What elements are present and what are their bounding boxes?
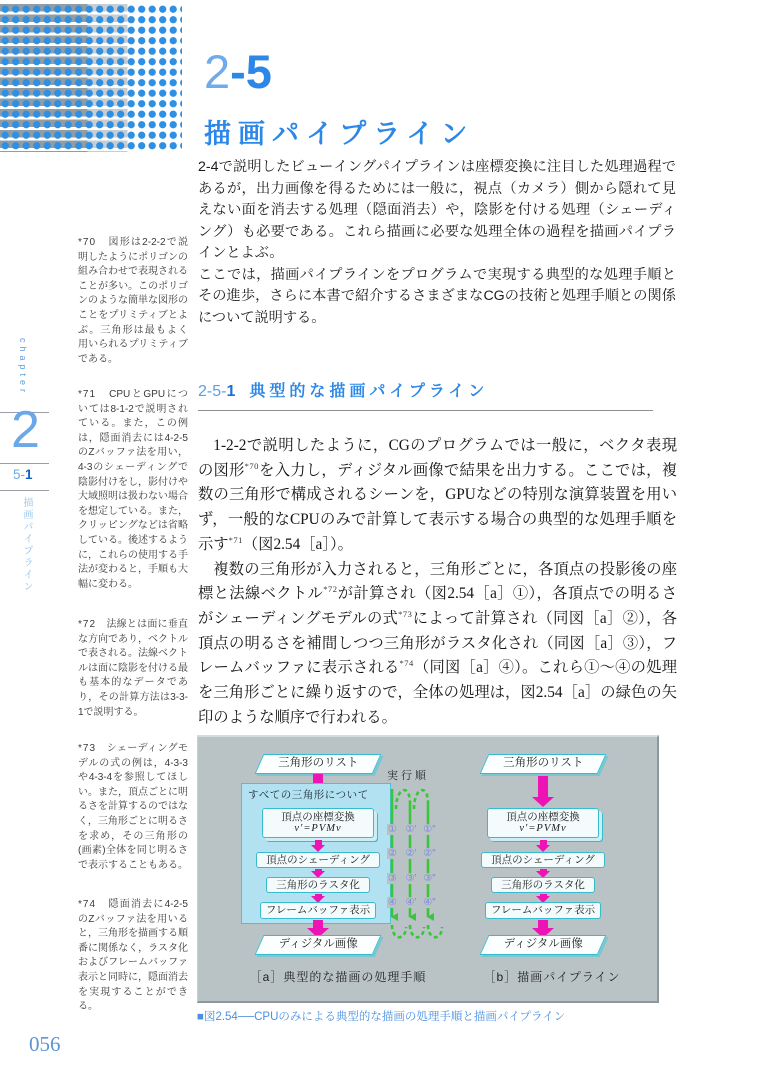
figure-2-54 bbox=[197, 735, 659, 1003]
body-text: を入力し，ディジタル画像で結果を出力する。ここでは，複数の三角形で構成されるシーンを，GPUなどの特別な演算装置を用いず，一般的なCPUのみで計算して表示する場合の典型的な処理手順を示す bbox=[198, 461, 677, 553]
body-paragraph-2 bbox=[198, 558, 677, 731]
nav-divider bbox=[0, 463, 49, 464]
section-number-tab bbox=[13, 467, 33, 482]
order-mark: ② bbox=[387, 848, 397, 860]
figure-label-b: ［b］描画パイプライン bbox=[483, 970, 621, 984]
body-text: （同図［a］④）。これら①〜④の処理を三角形ごとに繰り返すので，全体の処理は，図2.54［a］の緑色の矢印のような順序で行われる。 bbox=[198, 659, 678, 726]
margin-note-74 bbox=[78, 898, 188, 1015]
note-text: 法線とは面に垂直な方向であり，ベクトルで表される。法線ベクトルは面に陰影を付ける最も基本的なデータであり，その計算方法は3-3-1で説明する。 bbox=[78, 619, 188, 718]
body-text: 複数の三角形が入力されると，三角形ごとに，各頂点の投影後の座標と法線ベクトル bbox=[198, 560, 677, 603]
order-mark: ②′ bbox=[405, 848, 417, 860]
flow-node-label: 三角形のリスト bbox=[503, 757, 584, 769]
flowchart-a-step-raster: 三角形のラスタ化 bbox=[266, 877, 370, 893]
chapter-word-vertical: chapter bbox=[18, 338, 28, 397]
order-mark: ③″ bbox=[423, 872, 436, 884]
body-text: （図2.54［a］）。 bbox=[242, 535, 353, 553]
flow-arrow-down-icon bbox=[536, 840, 550, 852]
page-title: 描画パイプライン bbox=[204, 119, 475, 149]
order-mark: ③′ bbox=[405, 872, 417, 884]
body-text: によって計算され（同図［a］②），各頂点の明るさを補間しつつ三角形がラスタ化され（同図［a］③），フレームバッファに表示される bbox=[198, 609, 678, 677]
body-block bbox=[198, 434, 677, 730]
footnote-ref-74: *74 bbox=[399, 658, 414, 669]
intro-block bbox=[198, 157, 676, 329]
flow-arrow-down-icon bbox=[311, 840, 325, 852]
order-mark: ①″ bbox=[423, 823, 436, 835]
section-number-light: 5- bbox=[13, 467, 26, 482]
intro-paragraph-2: ここでは，描画パイプラインをプログラムで実現する典型的な処理手順とその進歩，さらに本書で紹介するさまざまなCGの技術と処理手順との関係について説明する。 bbox=[198, 266, 676, 326]
margin-note-73 bbox=[78, 742, 188, 873]
order-mark: ④″ bbox=[423, 897, 436, 909]
footnote-ref-70: *70 bbox=[244, 460, 259, 471]
flowchart-a-loop-label: すべての三角形について bbox=[248, 789, 369, 801]
flowchart-a-input bbox=[255, 754, 382, 774]
nav-divider bbox=[0, 490, 49, 491]
flow-arrow-down-icon bbox=[532, 776, 554, 807]
flowchart-a-step-transform bbox=[262, 808, 374, 838]
flowchart-b-output bbox=[480, 935, 607, 955]
subsection-title: 典型的な描画パイプライン bbox=[249, 383, 489, 400]
margin-note-71 bbox=[78, 388, 188, 592]
decorative-dot-pattern bbox=[0, 4, 182, 152]
body-text: が計算され（図2.54［a］①），各頂点での明るさがシェーディングモデルの式 bbox=[198, 585, 677, 627]
execution-order-label: 実行順 bbox=[387, 770, 429, 782]
flowchart-b-step-raster: 三角形のラスタ化 bbox=[491, 877, 595, 893]
body-paragraph-1 bbox=[198, 434, 677, 558]
flowchart-a-output bbox=[255, 935, 382, 955]
footnote-ref-72: *72 bbox=[323, 584, 338, 595]
flow-node-label: ディジタル画像 bbox=[278, 938, 358, 950]
flowchart-a-step-framebuffer: フレームバッファ表示 bbox=[260, 902, 376, 919]
flowchart-b-step-shading: 頂点のシェーディング bbox=[481, 852, 605, 868]
section-number-bold: 1 bbox=[25, 467, 33, 482]
margin-note-72 bbox=[78, 618, 188, 720]
subsection-number-light: 2-5- bbox=[198, 383, 227, 400]
note-label: *70 bbox=[78, 237, 97, 248]
note-label: *72 bbox=[78, 619, 97, 630]
flowchart-b-input bbox=[480, 754, 607, 774]
body-text: 1-2-2で説明したように，CGのプログラムでは一般に，ベクタ表現の図形 bbox=[198, 437, 677, 479]
flowchart-b-step-framebuffer: フレームバッファ表示 bbox=[485, 902, 601, 919]
subsection-number-bold: 1 bbox=[226, 383, 236, 400]
intro-paragraph-1: 2-4で説明したビューイングパイプラインは座標変換に注目した処理過程であるが，出力画像を得るためには一般に，視点（カメラ）側から隠れて見えない面を消去する処理（隠面消去）や，陰影を付ける処理（シェーディング）も必要である。これら描画に必要な処理全体の過程を描画パイプラインとよぶ。 bbox=[198, 159, 676, 261]
order-mark: ④′ bbox=[405, 897, 417, 909]
order-mark: ③ bbox=[387, 872, 397, 884]
order-mark: ① bbox=[387, 823, 397, 835]
order-mark: ②″ bbox=[423, 848, 436, 860]
figure-caption: ■図2.54──CPUのみによる典型的な描画の処理手順と描画パイプライン bbox=[197, 1011, 566, 1023]
note-label: *71 bbox=[78, 389, 97, 400]
heading-number-bold: -5 bbox=[230, 45, 272, 98]
footnote-ref-71: *71 bbox=[228, 534, 243, 545]
page-number: 056 bbox=[29, 1032, 61, 1056]
note-label: *73 bbox=[78, 743, 97, 754]
section-heading-number bbox=[204, 45, 272, 98]
section-title-vertical: 描画パイプライン bbox=[21, 497, 32, 593]
note-text: シェーディングモデルの式の例は，4-3-3や4-3-4を参照してほしい。また，頂点ごとに明るさを計算するのではなく，三角形ごとに明るさを求め，その三角形の(画素)全体を同じ明るさで表示することもある。 bbox=[78, 743, 188, 871]
flowchart-b-step-transform bbox=[487, 808, 599, 838]
margin-note-70 bbox=[78, 236, 188, 367]
chapter-number: 2 bbox=[11, 401, 40, 459]
flow-node-label: ディジタル画像 bbox=[503, 938, 583, 950]
flow-node-label: 頂点の座標変換 bbox=[281, 810, 355, 823]
subsection-heading bbox=[198, 378, 653, 411]
heading-number-light: 2 bbox=[204, 45, 231, 98]
flow-node-formula: v′=PVMv bbox=[519, 823, 567, 834]
flow-node-label: 頂点の座標変換 bbox=[506, 810, 580, 823]
figure-label-a: ［a］典型的な描画の処理手順 bbox=[249, 970, 427, 984]
note-text: 隠面消去に4-2-5のZバッファ法を用いると，三角形を描画する順番に関係なく，ラスタ化およびフレームバッファ表示と同時に，隠面消去を実現することができる。 bbox=[78, 899, 188, 1013]
note-text: CPUとGPUについては8-1-2で説明されている。また，この例は，隠面消去には4-2-5のZバッファ法を用い，4-3のシェーディングで陰影付けをし，影付けや大域照明は扱わない場合を想定している。また，クリッピングなどは省略している。後述するように，これらの使用する手法が変わると，手順も大幅に変わる。 bbox=[78, 389, 188, 590]
order-mark: ①′ bbox=[405, 823, 417, 835]
execution-order-marks bbox=[383, 817, 439, 915]
flowchart-a-step-shading: 頂点のシェーディング bbox=[256, 852, 380, 868]
note-label: *74 bbox=[78, 899, 97, 910]
note-text: 図形は2-2-2で説明したようにポリゴンの組み合わせで表現されることが多い。このポリゴンのような簡単な図形のことをプリミティブとよぶ。三角形は最もよく用いられるプリミティブである。 bbox=[78, 237, 188, 365]
order-mark: ④ bbox=[387, 897, 397, 909]
footnote-ref-73: *73 bbox=[398, 608, 413, 619]
flow-node-formula: v′=PVMv bbox=[294, 823, 342, 834]
flow-node-label: 三角形のリスト bbox=[278, 757, 359, 769]
